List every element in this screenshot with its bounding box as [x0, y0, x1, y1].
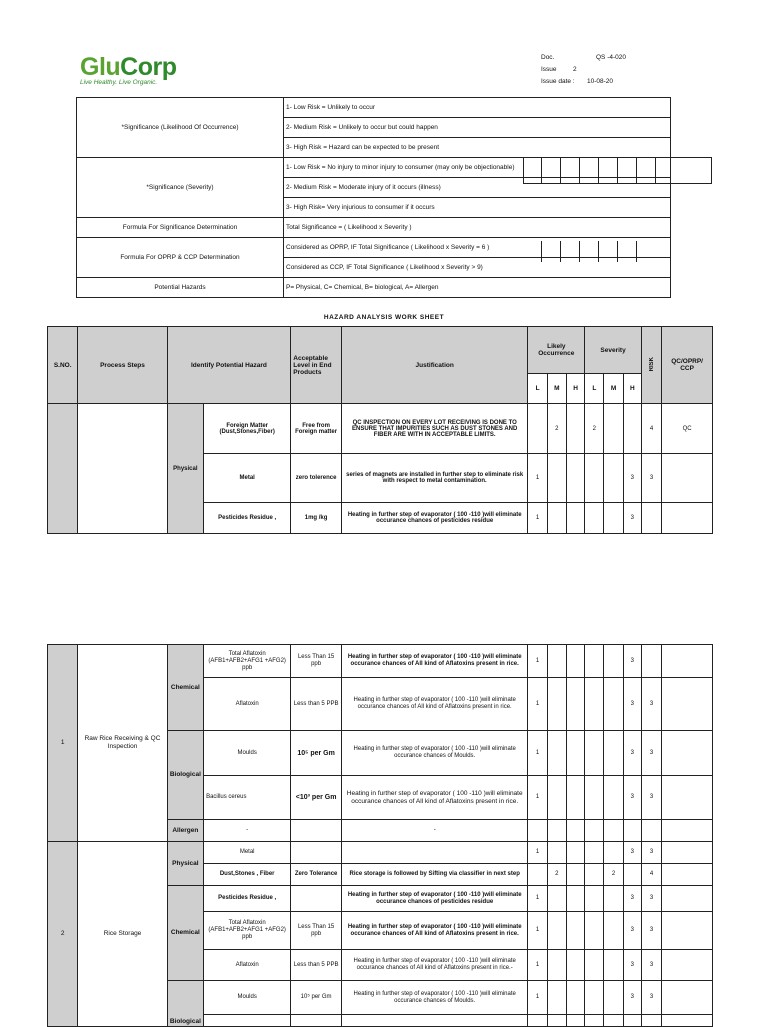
block1-sno — [48, 404, 78, 534]
level-cell: zero tolerence — [291, 454, 342, 503]
justification-cell: Heating in further step of evaporator ( 100 -110 )will eliminate occurance chances of All kind of Aflatoxins present in rice. — [341, 912, 528, 950]
logo-text-corp: Corp — [120, 53, 177, 81]
block1-category: Physical — [167, 404, 203, 534]
document-info — [541, 52, 626, 88]
level-cell: 10⁵ per Gm — [291, 731, 342, 776]
sv-l-cell — [585, 503, 604, 534]
lo-l-cell: 1 — [528, 912, 547, 950]
justification-cell: Heating in further step of evaporator ( 100 -110 )will eliminate occurance chances of pesticides residue — [341, 503, 528, 534]
severity-row: 2- Medium Risk = Moderate injury of it occurs (illness) — [284, 178, 671, 198]
lo-h-cell — [566, 645, 584, 678]
sv-h-cell — [623, 1015, 641, 1027]
justification-cell: QC INSPECTION ON EVERY LOT RECEIVING IS DONE TO ENSURE THAT IMPURITIES SUCH AS DUST STONES AND FIBER ARE WITH IN ACCEPTABLE LIMITS. — [341, 404, 528, 454]
level-cell: Less than 5 PPB — [291, 678, 342, 731]
severity-extra-grid — [523, 157, 712, 183]
step2-physical-label: Physical — [167, 842, 203, 886]
potential-hazards-value: P= Physical, C= Chemical, B= biological, A= Allergen — [284, 278, 671, 298]
sv-h-cell: 3 — [623, 454, 641, 503]
sv-m-cell — [604, 645, 623, 678]
lo-m-cell: 2 — [547, 404, 566, 454]
lo-l-cell — [528, 1015, 547, 1027]
lo-h-cell — [566, 886, 584, 912]
lo-m-cell — [547, 842, 566, 864]
hazard-cell: Moulds — [204, 731, 291, 776]
sv-m-cell — [604, 981, 623, 1015]
hazard-cell: Pesticides Residue , — [204, 886, 291, 912]
formula-oprp-label: Formula For OPRP & CCP Determination — [77, 238, 284, 278]
severity-row: 3- High Risk= Very injurious to consumer if it occurs — [284, 198, 671, 218]
sv-h-cell: 3 — [623, 981, 641, 1015]
level-cell — [291, 820, 342, 842]
hazard-cell: Foreign Matter (Dust,Stones,Fiber) — [204, 404, 291, 454]
justification-cell: Heating in further step of evaporator ( 100 -110 )will eliminate occurance chances of All kind of Aflatoxins present in rice.- — [341, 950, 528, 981]
hazard-cell: Metal — [204, 454, 291, 503]
issue-row — [541, 64, 626, 76]
justification-cell: Rice storage is followed by Sifting via classifier in next step — [341, 864, 528, 886]
risk-cell: 3 — [641, 886, 661, 912]
justification-cell: Heating in further step of evaporator ( 100 -110 )will eliminate occurance chances of Moulds. — [341, 981, 528, 1015]
logo-text-glu: Glu — [80, 53, 121, 81]
sv-h-cell: 3 — [623, 776, 641, 820]
lo-m-cell — [547, 776, 566, 820]
sv-m-cell — [604, 503, 623, 534]
step2-biological-label: Biological — [167, 981, 203, 1027]
header-likely-h: H — [566, 374, 584, 404]
lo-h-cell — [566, 950, 584, 981]
lo-m-cell — [547, 912, 566, 950]
lo-h-cell — [566, 842, 584, 864]
justification-cell: - — [341, 820, 528, 842]
step1-process: Raw Rice Receiving & QC Inspection — [78, 645, 167, 842]
lo-l-cell: 1 — [528, 454, 547, 503]
lo-l-cell — [528, 864, 547, 886]
lo-m-cell — [547, 820, 566, 842]
level-cell: Less Than 15 ppb — [291, 912, 342, 950]
hazard-cell — [204, 1015, 291, 1027]
risk-cell: 4 — [641, 864, 661, 886]
justification-cell: Heating in further step of evaporator ( 100 -110 )will eliminate occurance chances of All kind of Aflatoxins present in rice. — [341, 678, 528, 731]
lo-l-cell: 1 — [528, 886, 547, 912]
lo-m-cell: 2 — [547, 864, 566, 886]
hazard-cell: Bacillus cereus — [204, 776, 291, 820]
worksheet-title: HAZARD ANALYSIS WORK SHEET — [323, 314, 445, 321]
lo-m-cell — [547, 678, 566, 731]
header-process-steps: Process Steps — [78, 327, 167, 404]
qc-cell — [662, 678, 713, 731]
lo-m-cell — [547, 981, 566, 1015]
sv-m-cell — [604, 950, 623, 981]
doc-number-row — [541, 52, 626, 64]
sv-m-cell — [604, 1015, 623, 1027]
sv-l-cell — [585, 912, 604, 950]
header-qc-oprp-ccp: QC/OPRP/ CCP — [662, 327, 713, 404]
lo-m-cell — [547, 731, 566, 776]
qc-cell — [662, 1015, 713, 1027]
sv-l-cell — [585, 864, 604, 886]
sv-m-cell: 2 — [604, 864, 623, 886]
risk-cell: 3 — [641, 678, 661, 731]
doc-label: Doc. — [541, 54, 555, 61]
hazard-cell: Aflatoxin — [204, 950, 291, 981]
justification-cell — [341, 842, 528, 864]
header-risk — [641, 327, 661, 404]
lo-m-cell — [547, 950, 566, 981]
issue-value: 2 — [573, 66, 577, 73]
likelihood-label: *Significance (Likelihood Of Occurrence) — [77, 98, 284, 158]
sv-l-cell — [585, 820, 604, 842]
sv-h-cell — [623, 820, 641, 842]
lo-h-cell — [566, 820, 584, 842]
level-cell: Free from Foreign matter — [291, 404, 342, 454]
issue-date-row — [541, 76, 626, 88]
qc-cell — [662, 864, 713, 886]
level-cell: 1mg /kg — [291, 503, 342, 534]
qc-cell — [662, 842, 713, 864]
lo-m-cell — [547, 886, 566, 912]
lo-m-cell — [547, 645, 566, 678]
sv-l-cell: 2 — [585, 404, 604, 454]
potential-hazards-label: Potential Hazards — [77, 278, 284, 298]
step1-chemical-label: Chemical — [167, 645, 203, 731]
level-cell: Less Than 15 ppb — [291, 645, 342, 678]
sv-m-cell — [604, 842, 623, 864]
sv-h-cell: 3 — [623, 912, 641, 950]
significance-table — [76, 97, 671, 298]
lo-h-cell — [566, 731, 584, 776]
level-cell: Zero Tolerance — [291, 864, 342, 886]
header-likely-m: M — [547, 374, 566, 404]
issue-label: Issue — [541, 66, 557, 73]
header-justification: Justification — [341, 327, 528, 404]
justification-cell — [341, 1015, 528, 1027]
issue-date-value: 10-08-20 — [587, 78, 614, 85]
risk-cell — [641, 503, 661, 534]
justification-cell: Heating in further step of evaporator ( 100 -110 )will eliminate occurance chances of All kind of Aflatoxins present in rice. — [341, 645, 528, 678]
sv-l-cell — [585, 454, 604, 503]
sv-h-cell: 3 — [623, 731, 641, 776]
risk-cell — [641, 645, 661, 678]
sv-m-cell — [604, 404, 623, 454]
doc-value: QS -4-020 — [596, 54, 626, 61]
sv-h-cell: 3 — [623, 678, 641, 731]
hazard-cell: Metal — [204, 842, 291, 864]
likelihood-row: 1- Low Risk = Unlikely to occur — [284, 98, 671, 118]
risk-cell: 4 — [641, 404, 661, 454]
header-severity-l: L — [585, 374, 604, 404]
risk-cell: 3 — [641, 842, 661, 864]
qc-cell — [662, 503, 713, 534]
sv-m-cell — [604, 912, 623, 950]
risk-cell — [641, 820, 661, 842]
risk-cell: 3 — [641, 981, 661, 1015]
step2-sno: 2 — [48, 842, 78, 1027]
lo-l-cell: 1 — [528, 776, 547, 820]
severity-row: 1- Low Risk = No injury to minor injury to consumer (may only be objectionable) — [284, 158, 671, 178]
lo-h-cell — [566, 864, 584, 886]
lo-h-cell — [566, 503, 584, 534]
level-cell — [291, 842, 342, 864]
justification-cell: Heating in further step of evaporator ( 100 -110 )will eliminate occurance chances of All kind of Aflatoxins present in rice. — [341, 776, 528, 820]
sv-m-cell — [604, 820, 623, 842]
sv-l-cell — [585, 645, 604, 678]
step2-process: Rice Storage — [78, 842, 167, 1027]
risk-cell — [641, 1015, 661, 1027]
hazard-cell: Dust,Stones , Fiber — [204, 864, 291, 886]
hazard-cell: Total Aflatoxin (AFB1+AFB2+AFG1 +AFG2) ppb — [204, 912, 291, 950]
lo-h-cell — [566, 404, 584, 454]
lo-m-cell — [547, 454, 566, 503]
lo-l-cell: 1 — [528, 950, 547, 981]
qc-cell — [662, 981, 713, 1015]
oprp-extra-grid-lines — [522, 241, 670, 262]
issue-date-label: Issue date : — [541, 78, 575, 85]
hazard-cell: - — [204, 820, 291, 842]
lo-l-cell: 1 — [528, 731, 547, 776]
severity-label: *Significance (Severity) — [77, 158, 284, 218]
header-acceptable-level: Acceptable Level in End Products — [291, 327, 342, 404]
risk-cell: 3 — [641, 776, 661, 820]
level-cell — [291, 886, 342, 912]
oprp-extra-grid — [522, 241, 670, 262]
justification-cell: Heating in further step of evaporator ( 100 -110 )will eliminate occurance chances of Moulds. — [341, 731, 528, 776]
hazard-cell: Pesticides Residue , — [204, 503, 291, 534]
formula-significance-value: Total Significance = ( Likelihood x Severity ) — [284, 218, 671, 238]
hazard-worksheet-steps — [47, 644, 713, 1027]
hazard-cell: Aflatoxin — [204, 678, 291, 731]
header-sno: S.NO. — [48, 327, 78, 404]
level-cell: 10⁵ per Gm — [291, 981, 342, 1015]
sv-h-cell: 3 — [623, 645, 641, 678]
justification-cell: series of magnets are installed in further step to eliminate risk with respect to metal contamination. — [341, 454, 528, 503]
hazard-cell: Total Aflatoxin (AFB1+AFB2+AFG1 +AFG2) ppb — [204, 645, 291, 678]
sv-h-cell: 3 — [623, 842, 641, 864]
qc-cell: QC — [662, 404, 713, 454]
formula-significance-label: Formula For Significance Determination — [77, 218, 284, 238]
sv-m-cell — [604, 678, 623, 731]
justification-cell: Heating in further step of evaporator ( 100 -110 )will eliminate occurance chances of pesticides residue — [341, 886, 528, 912]
lo-l-cell: 1 — [528, 678, 547, 731]
severity-extra-grid-lines — [523, 157, 712, 184]
lo-h-cell — [566, 981, 584, 1015]
sv-m-cell — [604, 454, 623, 503]
lo-l-cell — [528, 820, 547, 842]
sv-l-cell — [585, 842, 604, 864]
qc-cell — [662, 820, 713, 842]
lo-l-cell: 1 — [528, 645, 547, 678]
hazard-worksheet-top — [47, 326, 713, 534]
header-severity-m: M — [604, 374, 623, 404]
sv-h-cell: 3 — [623, 950, 641, 981]
lo-l-cell: 1 — [528, 842, 547, 864]
lo-l-cell: 1 — [528, 981, 547, 1015]
header-severity: Severity — [585, 327, 642, 374]
likelihood-row: 2- Medium Risk = Unlikely to occur but could happen — [284, 118, 671, 138]
level-cell: <10³ per Gm — [291, 776, 342, 820]
risk-cell: 3 — [641, 950, 661, 981]
step1-biological-label: Biological — [167, 731, 203, 820]
step1-allergen-label: Allergen — [167, 820, 203, 842]
level-cell — [291, 1015, 342, 1027]
sv-h-cell: 3 — [623, 886, 641, 912]
header-likely-l: L — [528, 374, 547, 404]
sv-l-cell — [585, 678, 604, 731]
formula-oprp-row: Considered as CCP, IF Total Significance ( Likelihood x Severity > 9) — [284, 258, 671, 278]
sv-m-cell — [604, 731, 623, 776]
lo-l-cell: 1 — [528, 503, 547, 534]
qc-cell — [662, 454, 713, 503]
header-likely-occurrence: Likely Occurrence — [528, 327, 585, 374]
lo-h-cell — [566, 454, 584, 503]
sv-l-cell — [585, 1015, 604, 1027]
header-risk-text: RISK — [648, 356, 655, 372]
lo-m-cell — [547, 1015, 566, 1027]
lo-m-cell — [547, 503, 566, 534]
header-severity-h: H — [623, 374, 641, 404]
sv-l-cell — [585, 886, 604, 912]
header-identify-hazard: Identify Potential Hazard — [167, 327, 291, 404]
risk-cell: 3 — [641, 454, 661, 503]
logo-tagline: Live Healthy. Live Organic. — [80, 79, 158, 86]
qc-cell — [662, 645, 713, 678]
sv-h-cell: 3 — [623, 503, 641, 534]
formula-oprp-row: Considered as OPRP, IF Total Significance ( Likelihood x Severity = 6 ) — [284, 238, 671, 258]
sv-h-cell — [623, 864, 641, 886]
step1-sno: 1 — [48, 645, 78, 842]
risk-cell: 3 — [641, 731, 661, 776]
step2-chemical-label: Chemical — [167, 886, 203, 981]
qc-cell — [662, 776, 713, 820]
qc-cell — [662, 912, 713, 950]
qc-cell — [662, 886, 713, 912]
lo-l-cell — [528, 404, 547, 454]
qc-cell — [662, 950, 713, 981]
sv-l-cell — [585, 776, 604, 820]
likelihood-row: 3- High Risk = Hazard can be expected to be present — [284, 138, 671, 158]
sv-l-cell — [585, 731, 604, 776]
lo-h-cell — [566, 1015, 584, 1027]
lo-h-cell — [566, 912, 584, 950]
sv-l-cell — [585, 981, 604, 1015]
logo-wordmark — [80, 54, 190, 80]
qc-cell — [662, 731, 713, 776]
glucorp-logo — [80, 54, 190, 96]
sv-l-cell — [585, 950, 604, 981]
hazard-cell: Moulds — [204, 981, 291, 1015]
block1-process — [78, 404, 167, 534]
sv-m-cell — [604, 886, 623, 912]
sv-m-cell — [604, 776, 623, 820]
risk-cell: 3 — [641, 912, 661, 950]
lo-h-cell — [566, 678, 584, 731]
lo-h-cell — [566, 776, 584, 820]
level-cell: Less than 5 PPB — [291, 950, 342, 981]
sv-h-cell — [623, 404, 641, 454]
